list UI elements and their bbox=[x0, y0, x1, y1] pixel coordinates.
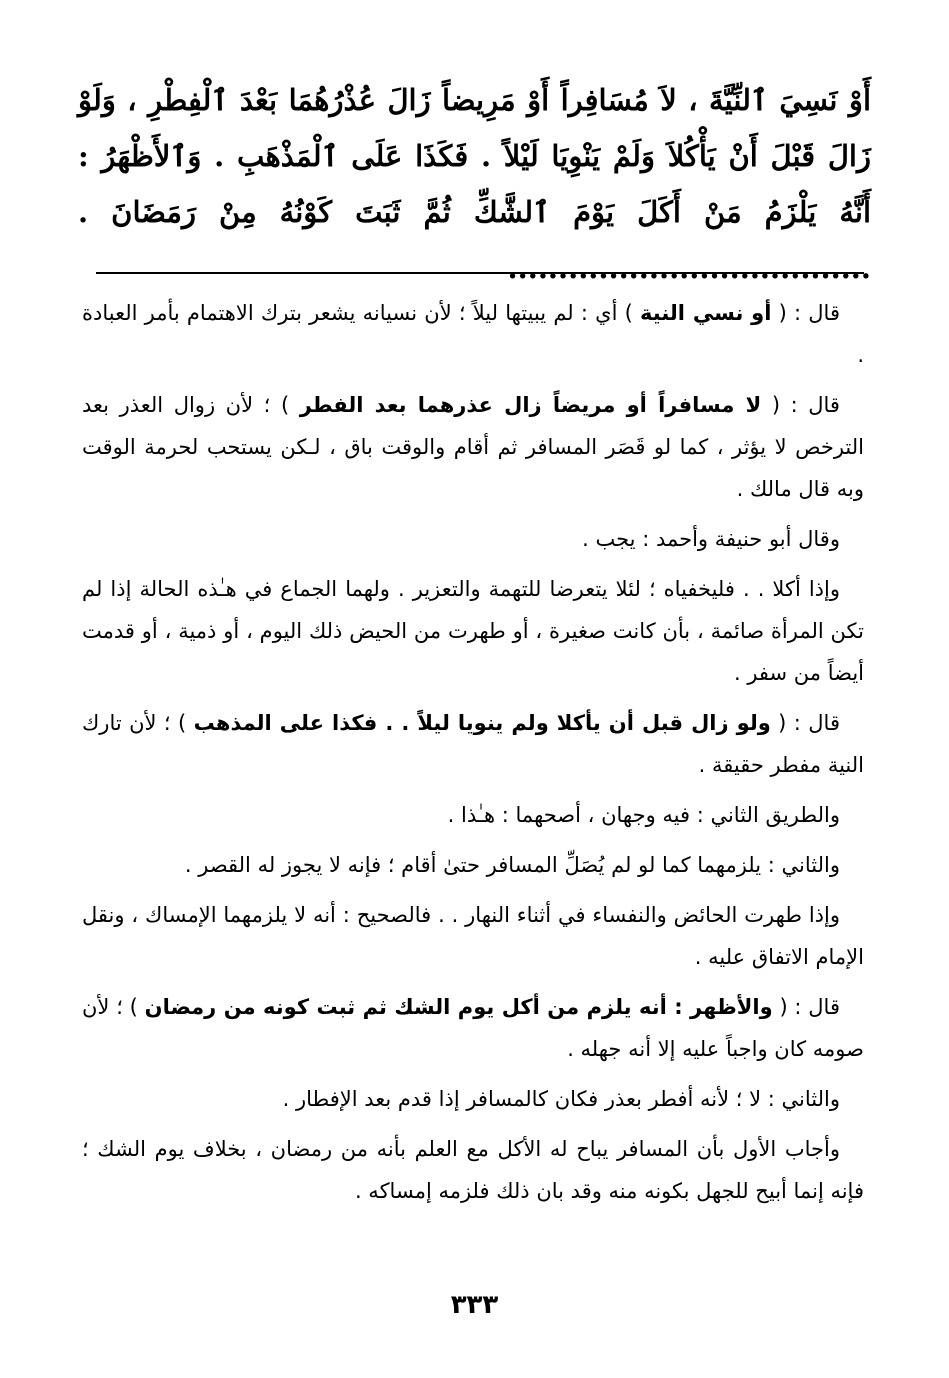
commentary-paragraph: والطريق الثاني : فيه وجهان ، أصحهما : هـٰذا . bbox=[447, 803, 840, 827]
commentary bbox=[82, 292, 864, 1220]
main-text-body: أَوْ نَسِيَ ٱلنِّيَّةَ ، لاَ مُسَافِراً أَوْ مَرِيضاً زَالَ عُذْرُهُمَا بَعْدَ ٱلْفِطْرِ ، وَلَوْ زَالَ قَبْلَ أَنْ يَأْكُلاَ وَلَمْ يَنْوِيَا لَيْلاً . فَكَذَا عَلَى ٱلْمَذْهَبِ . وَٱلأَظْهَرُ : أَنَّهُ يَلْزَمُ مَنْ أَكَلَ يَوْمَ ٱلشَّكِّ ثُمَّ ثَبَتَ كَوْنُهُ مِنْ رَمَضَانَ . bbox=[78, 83, 871, 229]
commentary-paragraph: وإذا أكلا . . فليخفياه ؛ لئلا يتعرضا للتهمة والتعزير . ولهما الجماع في هـٰذه الحالة إذا لم تكن المرأة صائمة ، بأن كانت صغيرة ، أو طهرت من الحيض ذلك اليوم ، أو ذمية ، أو قدمت أيضاً من سفر . bbox=[82, 577, 864, 685]
commentary-paragraph: وأجاب الأول بأن المسافر يباح له الأكل مع العلم بأنه من رمضان ، بخلاف يوم الشك ؛ فإنه إنما أبيح للجهل بكونه منه وقد بان ذلك فلزمه إمساكه . bbox=[82, 1137, 864, 1203]
quoted-text: ولو زال قبل أن يأكلا ولم ينويا ليلاً . . فكذا على المذهب bbox=[193, 711, 771, 735]
commentary-paragraph: قال : ( أو نسي النية ) أي : لم يبيتها ليلاً ؛ لأن نسيانه يشعر بترك الاهتمام بأمر العبادة . bbox=[82, 301, 864, 367]
commentary-paragraph: وقال أبو حنيفة وأحمد : يجب . bbox=[582, 527, 840, 551]
commentary-paragraph: قال : ( والأظهر : أنه يلزم من أكل يوم الشك ثم ثبت كونه من رمضان ) ؛ لأن صومه كان واجباً عليه إلا أنه جهله . bbox=[82, 995, 864, 1061]
commentary-paragraph: قال : ( لا مسافراً أو مريضاً زال عذرهما بعد الفطر ) ؛ لأن زوال العذر بعد الترخص لا يؤثر ، كما لو قَصَر المسافر ثم أقام والوقت باق ، لـكن يستحب لحرمة الوقت وبه قال مالك . bbox=[82, 393, 864, 501]
quoted-text: لا مسافراً أو مريضاً زال عذرهما بعد الفطر bbox=[299, 393, 762, 417]
commentary-paragraph: قال : ( ولو زال قبل أن يأكلا ولم ينويا ليلاً . . فكذا على المذهب ) ؛ لأن تارك النية مفطر حقيقة . bbox=[82, 711, 864, 777]
commentary-paragraph: وإذا طهرت الحائض والنفساء في أثناء النهار . . فالصحيح : أنه لا يلزمهما الإمساك ، ونقل الإمام الاتفاق عليه . bbox=[82, 903, 864, 969]
footnote-divider bbox=[96, 272, 864, 274]
quoted-text: أو نسي النية bbox=[640, 301, 772, 325]
page-number: ٣٣٣ bbox=[450, 1290, 499, 1320]
quoted-text: والأظهر : أنه يلزم من أكل يوم الشك ثم ثبت كونه من رمضان bbox=[144, 995, 773, 1019]
commentary-paragraph: والثاني : لا ؛ لأنه أفطر بعذر فكان كالمسافر إذا قدم بعد الإفطار . bbox=[282, 1087, 840, 1111]
main-text-dots: .................................... bbox=[507, 251, 871, 285]
commentary-paragraph: والثاني : يلزمهما كما لو لم يُصَلِّ المسافر حتىٰ أقام ؛ فإنه لا يجوز له القصر . bbox=[184, 853, 840, 877]
main-text bbox=[78, 72, 871, 296]
